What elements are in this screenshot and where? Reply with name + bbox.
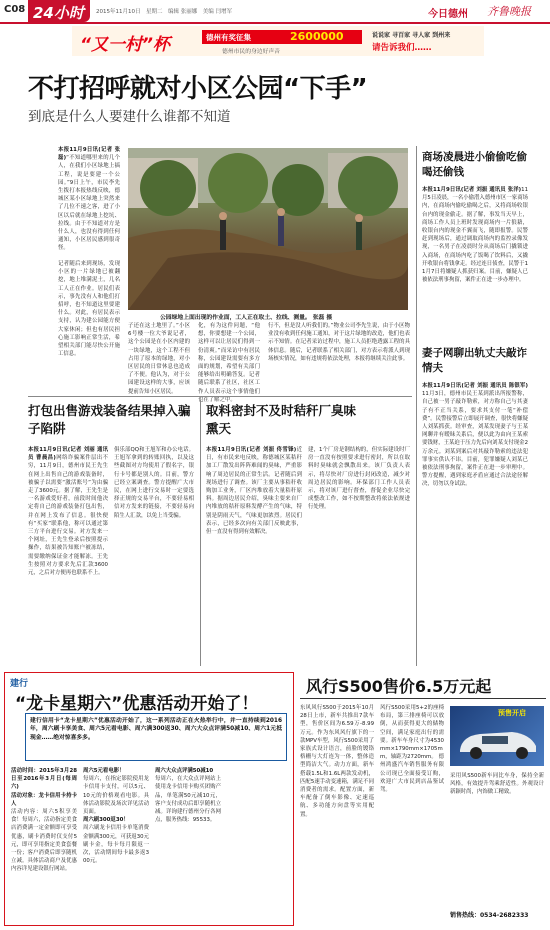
soil-col2 [308, 446, 410, 666]
car-ad-col2 [380, 704, 444, 924]
wife-body [422, 382, 528, 664]
car-ad-hotline: 销售热线：0534-2682333 [450, 912, 529, 919]
game-headline: 打包出售游戏装备结果掉入骗子陷阱 [28, 403, 191, 436]
paper-calligraphy: 齐鲁晚报 [487, 5, 531, 18]
game-text: 网络诈骗案件层出不穷，11月9日，德州市民王先生在网上出售自己的游戏装备时，被骗子以需要“激活账号”为由骗走了3600元。据了解，王先生是一名游戏爱好者，前段时间他决定将自己的游戏装备打包出售，并在网上发布了信息。很快便有“买家”联系他，称可以通过第三方平台进行交易。对方发来一个网址，王先生登录后按照提示操作，结果被告知账户被冻结，需要缴纳保证金才能解冻。王先生按照对方要求先后汇款3600元，之后对方便再也联系不上。 [28, 455, 108, 577]
bank-col4-title: 周六大众点评满50减10 [155, 768, 214, 774]
bank-col2-title: 周六5元看电影！ [83, 768, 125, 774]
wife-headline: 妻子网聊出轨丈夫敲诈情夫 [422, 347, 527, 374]
bank-ad [4, 672, 294, 926]
banner-right-line1: 说说家 寻百家 寻人家 到州来 [372, 32, 451, 39]
thief-byline: 本报11月9日讯(记者 刘振 通讯员 张洋) [422, 187, 522, 193]
bank-ad-col2 [83, 767, 149, 923]
bank-col1-text: 活动内容：周六5积享美食！每周六，活动指定美食店消费满一定金额即可享受优惠，刷卡消费时仅支付5元，即可享用指定美食套餐一份；客户消费后即享随机立减。具体活动商户及优惠内容详见建设银行网站。 [11, 809, 77, 873]
bank-col1-sub: 活动对象：龙卡信用卡持卡人 [11, 792, 77, 807]
lead-text4: 化，有为这件问题，“他想，你要想建一个公园，这样可以让居民们得到一份清爽。”而采访中有居民称，公园建设需要有多方面的规划，希望有关部门能够给出明确答复。记者随后联系了社区，社区工作人员表示这个事情他们也在了解之中。 [198, 323, 260, 403]
soil-headline: 取料密封不及时秸秆厂臭味熏天 [206, 403, 357, 436]
car-ad-photo [450, 706, 544, 766]
game-text2: 俱乐部QQ和王旭军和办公电话。王旭军拿到的转账回执，以及这些截图对方均使用了假名字，银行卡号都是别人的。目前，警方已经立案调查。警方提醒广大市民，在网上进行交易时一定要选择正规的交易平台，不要轻易相信对方发来的链接，不要轻易向陌生人汇款，以免上当受骗。 [114, 447, 194, 519]
lead-headline: 不打招呼就对小区公园“下手” [28, 74, 368, 104]
car-ad-small-text: 采用风S500新车同比车身，保持全新风格，有效提升驾乘舒适性。外观设计新颖时尚，内饰做工精致。 [450, 773, 544, 796]
car-ad-rule [300, 698, 546, 699]
mid-rule [28, 396, 412, 397]
bank-ad-col1 [11, 767, 77, 923]
thief-headline: 商场凌晨进小偷偷吃偷喝还偷钱 [422, 151, 527, 178]
lead-photo-graphic [128, 148, 408, 310]
car-ad-text2: 风行S500采用5+2的座椅布局，第三排座椅可以放倒，从而获得更大的储物空间，满足家庭出行的需要。新车车身尺寸为4530mm×1790mm×1705mm，轴距为2720mm。 [380, 705, 444, 761]
car-ad-headline: 风行S500售价6.5万元起 [306, 677, 492, 696]
thief-body [422, 186, 528, 332]
bank-ad-col3 [155, 767, 221, 923]
game-byline: 本报11月9日讯(记者 刘丽 通讯员 曹晨昌) [28, 447, 108, 462]
game-soil-rule [200, 400, 201, 666]
vertical-rule-right [416, 146, 417, 666]
bank-ad-lead-text: 建行信用卡“龙卡星期六”优惠活动开始了，这一系列活动正在火热举行中，并一直持续到2016年，周六刷卡享美食、周六5元看电影、周六满300返30、周六大众点评满50减10、周六1元抵现金……绝对惊喜多多。 [30, 718, 282, 741]
soil-text: 近日，有市民来电反映，称德城区某秸秆加工厂散发出阵阵难闻的臭味，严重影响了周边居民的正常生活。记者随后到现场进行了调查。该厂主要从事秸秆收购加工业务，厂区内堆放着大量秸秆原料。据周边居民介绍，臭味主要来自厂内堆放的秸秆原料发酵产生的气味，特别是阴雨天气，气味更加浓烈。居民们表示，已经多次向有关部门反映此事，但一直没有得到有效解决。 [206, 447, 302, 536]
section-title: 24小时 [33, 4, 84, 22]
bank-ad-headline: “龙卡星期六”优惠活动开始了！ [15, 694, 259, 714]
bank-col2-text: 每周六，在指定影院使用龙卡信用卡支付，可以5元、10元的价格观看电影。具体活动影院及场次详见活动页面。 [83, 776, 149, 816]
page-number: C08 [4, 4, 26, 15]
soil-col1 [206, 446, 302, 666]
date-line: 2015年11月10日 星期二 编辑 张丽娜 美编 闫增军 [96, 9, 232, 15]
lead-subhead: 到底是什么人要建什么谁都不知道 [28, 109, 231, 125]
banner-sub: 德州市民的身边好声音 [222, 49, 280, 55]
thief-text: 11月5日凌晨，一名小偷潜入德州市区一家商场内，在商场内偷吃偷喝之后，又将商场收银台内的现金偷走。据了解，事发当天早上，商场工作人员上班时发现商场内一片狼藉，收银台内的现金不翼而飞，随即报警。民警赶到现场后，通过调取商场内的监控录像发现，一名男子在凌晨时分从商场后门撬锁进入商场，在商场内吃了饭喝了饮料后，又撬开收银台将钱拿走。经过连日侦查，民警于11月7日将嫌疑人抓获归案。目前，嫌疑人已被依法刑事拘留，案件正在进一步办理中。 [422, 187, 528, 284]
soil-text2: 建，1个厂房是钢结构的，但实际建设时厂房一直没有按照要求进行密封，所以在取料时臭味就会飘散出来。该厂负责人表示，将尽快对厂房进行封闭改造，减少对周边居民的影响。环保部门工作人员表示，将对该厂进行督查，督促企业尽快完成整改工作，如不按期整改将依法依规进行处理。 [308, 447, 410, 511]
wife-byline: 本报11月9日讯(记者 刘振 通讯员 陈银军) [422, 383, 528, 389]
bank-ad-lead-box [25, 713, 287, 761]
banner-contest-label: 德州有奖征集 [206, 33, 251, 42]
masthead-rule [0, 22, 550, 24]
lead-col4 [268, 322, 410, 394]
bank-col1-title: 活动时间：2015年3月28日至2016年3月日(每周六) [11, 768, 77, 791]
lead-text1: “不知道哪里来的几个人，在我们小区绿地上搞工程，说是要建一个公园。”9日上午，市民李先生拨打本报热线反映，德城区某小区绿地上突然来了几位不速之客，进了小区以后就在绿地上挖坑、拉线。由于不知道对方是什么人，也没有得到任何通知，小区居民感到很奇怪。 [58, 155, 120, 252]
banner-right-line2: 请告诉我们…… [372, 43, 432, 53]
bank-col3-text: 周六刷龙卡信用卡单笔消费金额满300元，可获返30元刷卡金，每卡每月限返一次，活动期间每卡最多返300元。 [83, 825, 149, 865]
section-tab [28, 0, 90, 22]
bank-col3-title: 周六刷300返30！ [83, 817, 129, 824]
car-photo-caption: 预售开启 [498, 709, 526, 717]
lead-col2 [128, 322, 190, 394]
lead-text5: 行不，但是没人听我们的。”物业公司李先生说，由于小区物业没有收到任何施工通知，对于这片绿地的改造，他们也表示不知情。在记者采访过程中，施工人员拒绝透露工程的具体信息。随后，记者联系了相关部门，对方表示将派人到现场核实情况，如有违规将依法处理，本报将继续关注此事。 [268, 323, 410, 362]
car-ad-small [450, 772, 544, 896]
lead-col1b [58, 260, 120, 394]
bank-ad-tag: 建行 [10, 679, 29, 689]
game-col1 [28, 446, 108, 666]
lead-col3 [198, 322, 260, 403]
banner-prize-box [202, 30, 362, 44]
game-col2 [114, 446, 194, 666]
lead-byline: 本报11月9日讯(记者 张磊) [58, 147, 120, 162]
car-ad [300, 672, 546, 926]
car-ad-col1 [300, 704, 374, 924]
lead-text2: 记者随后来到现场，发现小区的一片绿地已被翻挖，地上堆满泥土，几名工人正在作业。居民们表示，事先没有人和他们打招呼，也不知道这里要建什么。对此，有居民表示支持，认为建公园能方便大家休闲；但也有居民担心施工影响正常生活，希望相关部门能尽快公开施工信息。 [58, 261, 120, 358]
lead-photo [128, 148, 408, 310]
car-ad-text: 东风风行S500于2015年10月28日上市，新车共推出7款车型，售价区间为6.59万-8.99万元。作为东风风行旗下的一款MPV车型，风行S500采用了家族式设计语言，前脸的镀铬格栅与大灯连为一体，整体造型简洁大气。动力方面，新车搭载1.5L和1.6L两款发动机，匹配5速手动变速箱，满足不同消费者的需求。配置方面，新车配备了倒车影像、定速巡航、多功能方向盘等实用配置。 [300, 705, 374, 818]
soil-byline: 本报11月9日讯(记者 刘振 佟雪锋) [206, 447, 297, 453]
car-photo-graphic [450, 706, 544, 766]
banner-prize: 2600000 [290, 30, 344, 43]
bank-col4-text: 每周六，在大众点评网站上使用龙卡信用卡购买团购产品，单笔满50元减10元，客户支付成功后即享随机立减。详询建行德州分行各网点，服务热线：95533。 [155, 776, 221, 824]
lead-text3: 子还在这土地里了。”小区6号楼一位大爷说记者，这个公园是在小区内建的一块绿地，这个工程不但占用了原本的绿地，对小区居民的日常休息也造成了不便。他认为，对于公园建设这样的大事，应该提前告知小区居民。 [128, 323, 190, 395]
car-ad-text3: 德州鸿盛汽车销售服务有限公司现已全面接受订购，欢迎广大市民到店品鉴试驾。 [380, 754, 444, 794]
banner-slogan: “又一村”杯 [80, 35, 170, 55]
bank-ad-col4-blank [227, 767, 289, 923]
paper-name: 今日德州 [428, 9, 468, 20]
promo-banner [72, 26, 484, 56]
wife-text: 11月3日，德州市民王某到派出所报警称，自己被一男子敲诈勒索，对方称自己与其妻子有不正当关系，要求其支付一笔“补偿费”。民警接警后立即展开调查，很快将嫌疑人刘某抓获。经审查，刘某发现妻子与王某网聊并有暧昧关系后，便以此为由向王某索要钱财，王某迫于压力先后向刘某支付现金2万余元。刘某到案后对其敲诈勒索的违法犯罪事实供认不讳。目前，犯罪嫌疑人刘某已被依法刑事拘留，案件正在进一步审理中。警方提醒，遇到家庭矛盾应通过合法途径解决，切勿以身试法。 [422, 391, 528, 488]
lead-photo-caption: 公园绿地上面出现的作业面，工人正在取土、拉线、测量。 张磊 摄 [160, 315, 333, 321]
